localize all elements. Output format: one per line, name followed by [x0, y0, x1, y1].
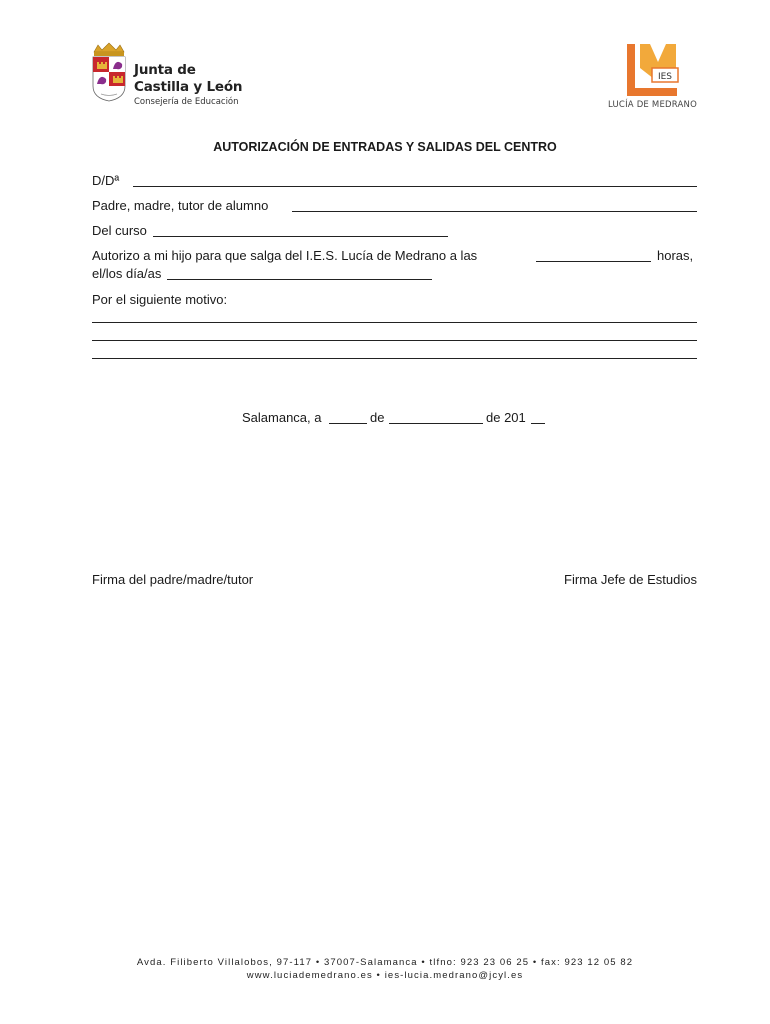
days-field[interactable]: [167, 279, 432, 280]
footer-address: Avda. Filiberto Villalobos, 97-117 • 37007-Salamanca • tlfno: 923 23 06 25 • fax: 923 12 05 82: [136, 957, 634, 968]
jcyl-name-line2: Castilla y León: [134, 79, 243, 95]
ies-logo: [598, 42, 713, 114]
reason-line-1[interactable]: [92, 322, 697, 323]
days-label: el/los día/as: [92, 266, 162, 281]
day-field[interactable]: [329, 423, 367, 424]
document-title: AUTORIZACIÓN DE ENTRADAS Y SALIDAS DEL CENTRO: [213, 140, 557, 154]
jcyl-name-line1: Junta de: [134, 62, 196, 78]
parent-label: Padre, madre, tutor de alumno: [92, 198, 269, 213]
jcyl-logo: [90, 42, 260, 114]
reason-line-2[interactable]: [92, 340, 697, 341]
hours-label: horas,: [657, 248, 694, 263]
footer-web-email: www.luciademedrano.es • ies-lucia.medrano@jcyl.es: [246, 970, 524, 981]
parent-signature-label: Firma del padre/madre/tutor: [92, 572, 254, 587]
reason-line-3[interactable]: [92, 358, 697, 359]
date-de-label: de: [370, 410, 385, 425]
time-field[interactable]: [536, 261, 651, 262]
dd-label: D/Dª: [92, 173, 120, 188]
course-label: Del curso: [92, 223, 147, 238]
coat-of-arms-icon: [90, 42, 128, 102]
year-field[interactable]: [531, 423, 545, 424]
place-prefix: Salamanca, a: [242, 410, 322, 425]
month-field[interactable]: [389, 423, 483, 424]
jcyl-subtitle: Consejería de Educación: [134, 97, 239, 107]
dd-field[interactable]: [133, 186, 697, 187]
course-field[interactable]: [153, 236, 448, 237]
year-label: de 201: [486, 410, 526, 425]
reason-label: Por el siguiente motivo:: [92, 292, 228, 307]
ies-caption: LUCÍA DE MEDRANO: [608, 100, 697, 110]
authorize-text: Autorizo a mi hijo para que salga del I.E.S. Lucía de Medrano a las: [92, 248, 478, 263]
parent-field[interactable]: [292, 211, 697, 212]
ies-badge-text: IES: [657, 72, 673, 82]
ies-emblem-icon: [598, 42, 713, 98]
head-signature-label: Firma Jefe de Estudios: [564, 572, 697, 587]
